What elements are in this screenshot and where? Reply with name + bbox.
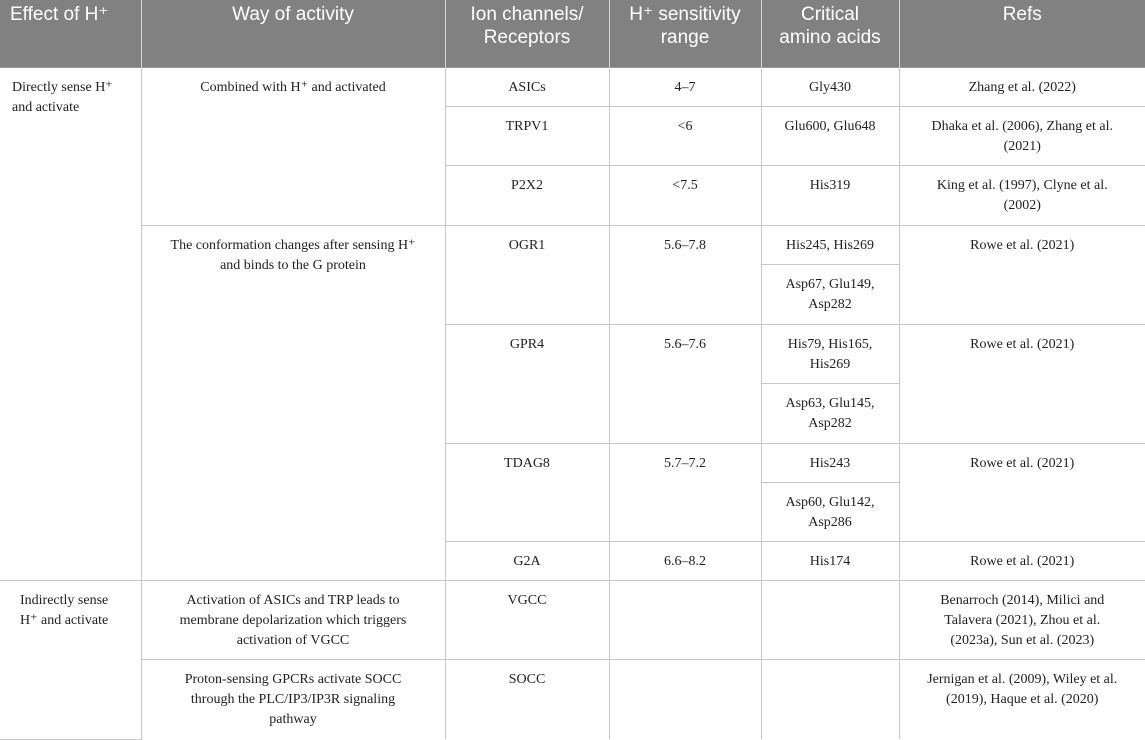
range-cell: <6 xyxy=(609,106,761,165)
table-header xyxy=(0,0,1145,67)
range-cell: 5.6–7.6 xyxy=(609,324,761,443)
refs-cell: Benarroch (2014), Milici and Talavera (2021), Zhou et al. (2023a), Sun et al. (2023) xyxy=(899,580,1145,659)
range-cell: 4–7 xyxy=(609,67,761,106)
amino-cell: His79, His165, His269 xyxy=(761,324,899,383)
table-row xyxy=(0,659,1145,739)
refs-cell: Rowe et al. (2021) xyxy=(899,225,1145,324)
channel-cell: ASICs xyxy=(445,67,609,106)
range-cell: 5.6–7.8 xyxy=(609,225,761,324)
range-cell: 6.6–8.2 xyxy=(609,541,761,580)
refs-cell: Zhang et al. (2022) xyxy=(899,67,1145,106)
amino-cell xyxy=(761,580,899,659)
table-row xyxy=(0,67,1145,106)
amino-cell: Glu600, Glu648 xyxy=(761,106,899,165)
amino-cell: Asp60, Glu142, Asp286 xyxy=(761,482,899,541)
header-sensitivity-range: H⁺ sensitivity range xyxy=(609,0,761,67)
channel-cell: VGCC xyxy=(445,580,609,659)
channel-cell: SOCC xyxy=(445,659,609,739)
amino-cell: Gly430 xyxy=(761,67,899,106)
way-gpcr-cell: Proton-sensing GPCRs activate SOCC through the PLC/IP3/IP3R signaling pathway xyxy=(141,659,445,739)
amino-cell: His319 xyxy=(761,165,899,225)
way-conformation-cell: The conformation changes after sensing H⁺ and binds to the G protein xyxy=(141,225,445,580)
header-effect: Effect of H⁺ xyxy=(0,0,141,67)
amino-cell xyxy=(761,659,899,739)
refs-cell: Dhaka et al. (2006), Zhang et al. (2021) xyxy=(899,106,1145,165)
header-row xyxy=(0,0,1145,67)
channel-cell: OGR1 xyxy=(445,225,609,324)
amino-cell: His174 xyxy=(761,541,899,580)
channel-cell: G2A xyxy=(445,541,609,580)
channel-cell: GPR4 xyxy=(445,324,609,443)
amino-cell: His245, His269 xyxy=(761,225,899,264)
refs-cell: Jernigan et al. (2009), Wiley et al. (2019), Haque et al. (2020) xyxy=(899,659,1145,739)
range-cell xyxy=(609,659,761,739)
refs-cell: Rowe et al. (2021) xyxy=(899,324,1145,443)
table-row xyxy=(0,580,1145,659)
range-cell xyxy=(609,580,761,659)
amino-cell: Asp63, Glu145, Asp282 xyxy=(761,383,899,443)
refs-cell: King et al. (1997), Clyne et al. (2002) xyxy=(899,165,1145,225)
way-asics-trp-cell: Activation of ASICs and TRP leads to membrane depolarization which triggers activation of VGCC xyxy=(141,580,445,659)
table-row xyxy=(0,225,1145,264)
table-body xyxy=(0,67,1145,739)
effect-direct-cell: Directly sense H⁺ and activate xyxy=(0,67,141,580)
range-cell: 5.7–7.2 xyxy=(609,443,761,541)
channel-cell: P2X2 xyxy=(445,165,609,225)
refs-cell: Rowe et al. (2021) xyxy=(899,443,1145,541)
header-way-of-activity: Way of activity xyxy=(141,0,445,67)
way-combined-cell: Combined with H⁺ and activated xyxy=(141,67,445,225)
amino-cell: Asp67, Glu149, Asp282 xyxy=(761,264,899,324)
header-refs: Refs xyxy=(899,0,1145,67)
channel-cell: TDAG8 xyxy=(445,443,609,541)
amino-cell: His243 xyxy=(761,443,899,482)
channel-cell: TRPV1 xyxy=(445,106,609,165)
header-critical-amino-acids: Critical amino acids xyxy=(761,0,899,67)
range-cell: <7.5 xyxy=(609,165,761,225)
effect-indirect-cell: Indirectly sense H⁺ and activate xyxy=(0,580,141,739)
header-ion-channels: Ion channels/ Receptors xyxy=(445,0,609,67)
refs-cell: Rowe et al. (2021) xyxy=(899,541,1145,580)
